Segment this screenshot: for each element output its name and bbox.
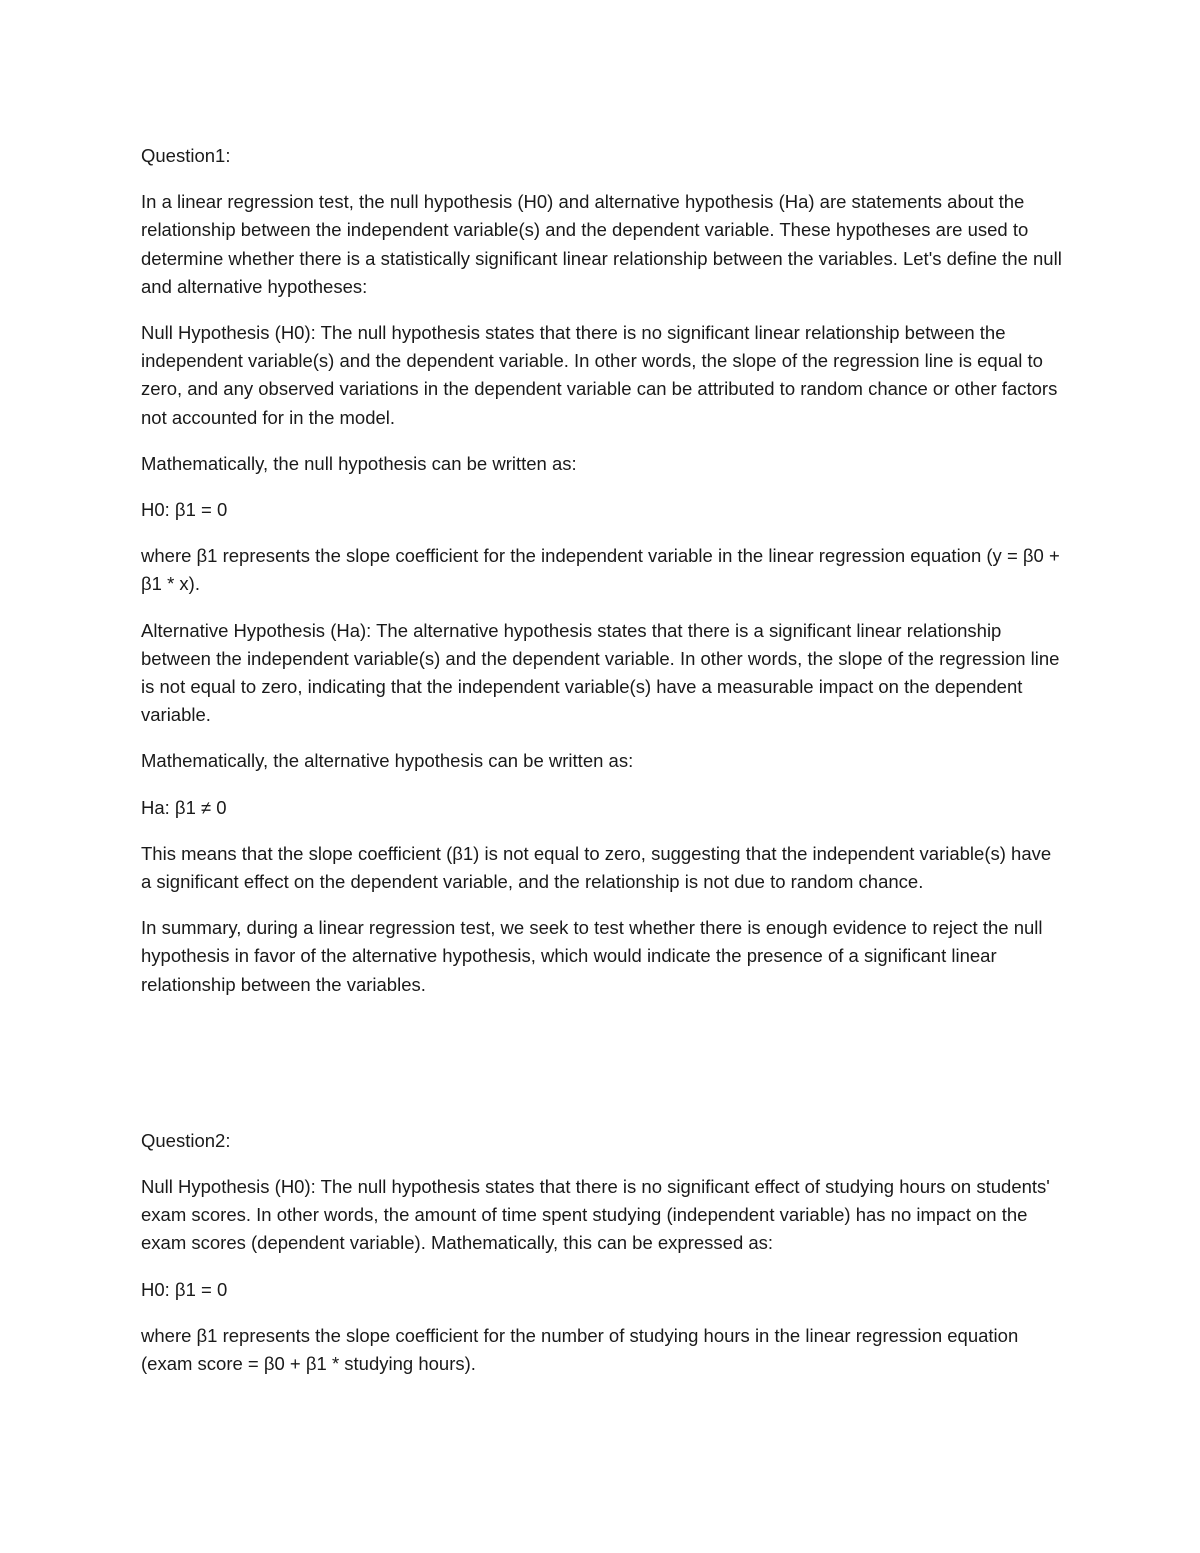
question2-heading: Question2:	[141, 1129, 231, 1151]
q1-null-equation: H0: β1 = 0	[141, 499, 228, 521]
q1-intro-paragraph: In a linear regression test, the null hypothesis (H0) and alternative hypothesis (Ha) are statements about the relationship between the independent variable(s) and the dependent variable. These hypotheses are used to determine whether there is a statistically significant linear relationship between the variables. Let's define the null and alternative hypotheses:	[141, 191, 1062, 297]
q2-null-explanation: where β1 represents the slope coefficient for the number of studying hours in the linear regression equation (exam score = β0 + β1 * studying hours).	[141, 1324, 1019, 1375]
q1-alt-math-intro: Mathematically, the alternative hypothesis can be written as:	[141, 750, 634, 772]
q2-null-hypothesis-paragraph: Null Hypothesis (H0): The null hypothesis states that there is no significant effect of studying hours on students' exam scores. In other words, the amount of time spent studying (independent variable) has no impact on the exam scores (dependent variable). Mathematically, this can be expressed as:	[141, 1176, 1050, 1254]
q1-alt-explanation: This means that the slope coefficient (β1) is not equal to zero, suggesting that the independent variable(s) have a significant effect on the dependent variable, and the relationship is not due to random chance.	[141, 842, 1052, 893]
q1-null-hypothesis-paragraph: Null Hypothesis (H0): The null hypothesis states that there is no significant linear relationship between the independent variable(s) and the dependent variable. In other words, the slope of the regression line is equal to zero, and any observed variations in the dependent variable can be attributed to random chance or other factors not accounted for in the model.	[141, 322, 1058, 428]
q1-alternative-hypothesis-paragraph: Alternative Hypothesis (Ha): The alternative hypothesis states that there is a significant linear relationship between the independent variable(s) and the dependent variable. In other words, the slope of the regression line is not equal to zero, indicating that the independent variable(s) have a measurable impact on the dependent variable.	[141, 619, 1060, 726]
question1-heading: Question1:	[141, 145, 231, 166]
q1-alt-equation: Ha: β1 ≠ 0	[141, 796, 227, 818]
section-spacer	[141, 1017, 1066, 1127]
q1-summary-paragraph: In summary, during a linear regression test, we seek to test whether there is enough evidence to reject the null hypothesis in favor of the alternative hypothesis, which would indicate the presence of a significant linear relationship between the variables.	[141, 917, 1043, 995]
q1-null-math-intro: Mathematically, the null hypothesis can be written as:	[141, 452, 577, 474]
document-body	[141, 142, 1066, 1396]
q2-null-equation: H0: β1 = 0	[141, 1278, 228, 1300]
q1-null-explanation: where β1 represents the slope coefficient for the independent variable in the linear regression equation (y = β0 + β1 * x).	[141, 545, 1060, 595]
